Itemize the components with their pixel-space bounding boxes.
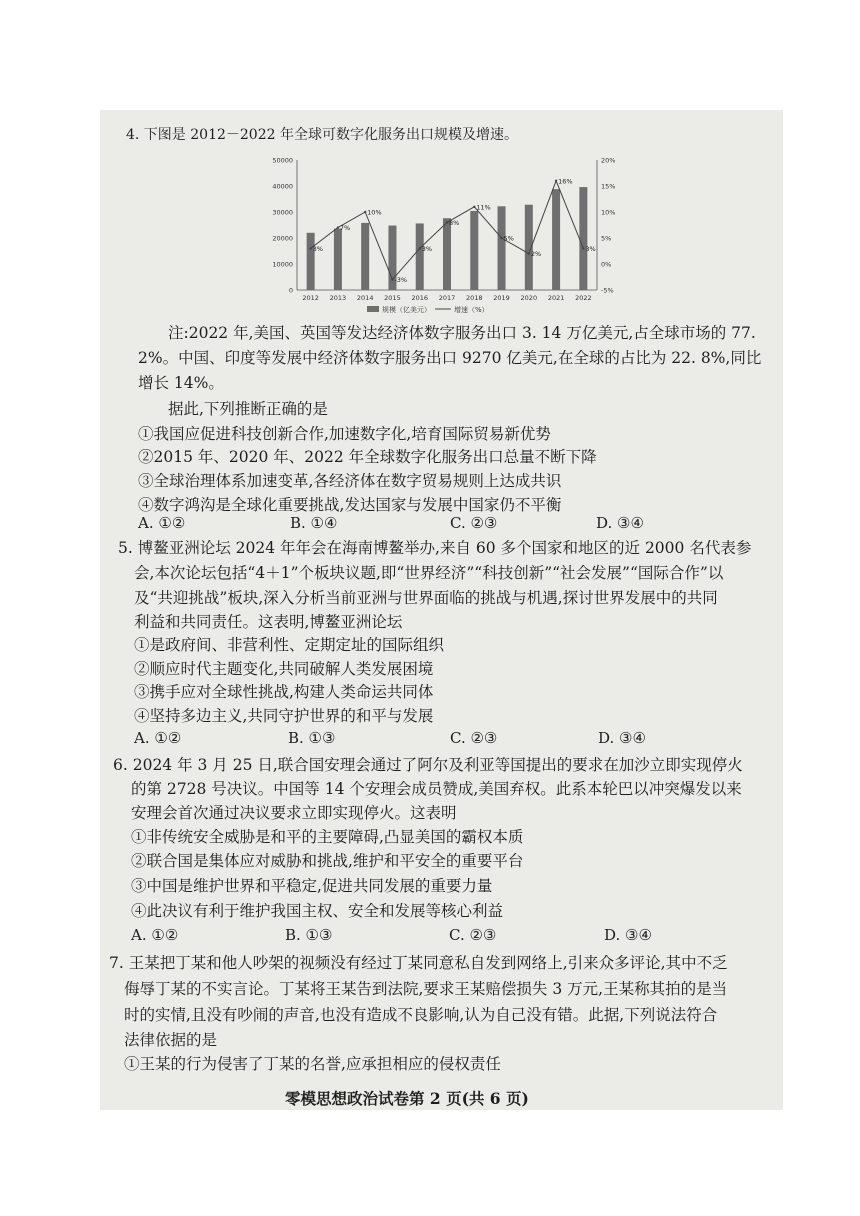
q4-option-b[interactable]: B. ①④ — [290, 514, 338, 532]
growth-point — [309, 247, 311, 249]
growth-point — [419, 247, 421, 249]
data-label: 3% — [585, 244, 596, 253]
q5-stem-line-2: 会,本次论坛包括“4＋1”个板块议题,即“世界经济”“科技创新”“社会发展”“国际合作”以 — [134, 564, 724, 582]
bar — [361, 223, 369, 290]
data-label: 7% — [339, 224, 351, 233]
data-label: 8% — [449, 218, 460, 227]
y-right-tick-label: 20% — [601, 156, 616, 165]
q4-note-line-1: 注:2022 年,美国、英国等发达经济体数字服务出口 3. 14 万亿美元,占全球市场的 77. — [168, 324, 756, 342]
bar — [334, 229, 342, 290]
x-tick-label: 2016 — [411, 294, 429, 302]
data-label: -3% — [394, 276, 408, 285]
q6-option-b[interactable]: B. ①③ — [285, 926, 333, 944]
growth-point — [446, 221, 448, 223]
bar — [443, 218, 451, 290]
x-tick-label: 2022 — [575, 294, 592, 302]
x-tick-label: 2019 — [493, 294, 510, 302]
q5-item-2: ②顺应时代主题变化,共同破解人类发展困境 — [134, 660, 434, 678]
legend-bar-label: 规模（亿美元） — [382, 306, 431, 314]
x-tick-label: 2015 — [384, 294, 401, 302]
x-tick-label: 2012 — [302, 294, 319, 302]
y-right-tick-label: 5% — [601, 234, 612, 243]
q7-stem-line-2: 侮辱丁某的不实言论。丁某将王某告到法院,要求王某赔偿损失 3 万元,王某称其拍的是当 — [124, 980, 728, 998]
x-tick-label: 2020 — [520, 294, 538, 302]
growth-point — [473, 206, 475, 208]
q6-item-4: ④此决议有利于维护我国主权、安全和发展等核心利益 — [131, 902, 504, 920]
growth-point — [337, 226, 339, 228]
data-label: 2% — [530, 250, 542, 259]
q5-option-a[interactable]: A. ①② — [134, 729, 182, 747]
data-label: 3% — [312, 244, 323, 253]
growth-point — [500, 237, 502, 239]
y-right-tick-label: 15% — [601, 182, 616, 191]
y-left-tick-label: 40000 — [272, 182, 293, 191]
q5-option-c[interactable]: C. ②③ — [450, 729, 498, 747]
data-label: 16% — [558, 177, 573, 186]
export-chart — [255, 150, 630, 320]
q6-option-a[interactable]: A. ①② — [131, 926, 179, 944]
bar — [470, 211, 478, 290]
q6-stem-line-2: 的第 2728 号决议。中国等 14 个安理会成员赞成,美国弃权。此系本轮巴以冲突爆发以来 — [131, 780, 742, 798]
q6-item-3: ③中国是维护世界和平稳定,促进共同发展的重要力量 — [131, 877, 493, 895]
q4-option-d[interactable]: D. ③④ — [596, 514, 644, 532]
q7-stem-line-4: 法律依据的是 — [124, 1031, 218, 1049]
legend-line-label: 增速（%） — [454, 306, 489, 314]
y-left-tick-label: 0 — [288, 286, 293, 295]
growth-point — [582, 247, 584, 249]
q4-option-a[interactable]: A. ①② — [138, 514, 186, 532]
q7-stem-line-3: 时的实情,且没有吵闹的声音,也没有造成不良影响,认为自己没有错。此据,下列说法符合 — [124, 1006, 718, 1024]
y-left-tick-label: 20000 — [272, 234, 293, 243]
q4-question: 据此,下列推断正确的是 — [168, 400, 328, 418]
x-tick-label: 2018 — [465, 294, 483, 302]
growth-point — [555, 180, 557, 182]
q5-item-4: ④坚持多边主义,共同守护世界的和平与发展 — [134, 707, 434, 725]
bar — [307, 233, 315, 290]
y-left-tick-label: 30000 — [272, 208, 293, 217]
legend-bar-swatch — [367, 306, 379, 312]
x-tick-label: 2014 — [356, 294, 374, 302]
x-tick-label: 2021 — [547, 294, 565, 302]
bar — [416, 223, 424, 290]
q4-stem: 4. 下图是 2012－2022 年全球可数字化服务出口规模及增速。 — [126, 127, 518, 143]
bar — [498, 206, 506, 290]
x-tick-label: 2017 — [438, 294, 456, 302]
y-left-tick-label: 10000 — [272, 260, 293, 269]
q5-stem-line-1: 5. 博鳌亚洲论坛 2024 年年会在海南博鳌举办,来自 60 多个国家和地区的近 2000 名代表参 — [118, 539, 752, 557]
q7-stem-line-1: 7. 王某把丁某和他人吵架的视频没有经过丁某同意私自发到网络上,引来众多评论,其中不乏 — [109, 954, 728, 972]
q5-item-1: ①是政府间、非营利性、定期定址的国际组织 — [134, 636, 445, 654]
q5-option-d[interactable]: D. ③④ — [598, 729, 646, 747]
q4-item-3: ③全球治理体系加速变革,各经济体在数字贸易规则上达成共识 — [138, 472, 562, 490]
growth-point — [364, 211, 366, 213]
y-right-tick-label: 10% — [601, 208, 616, 217]
y-left-tick-label: 50000 — [272, 156, 293, 165]
q6-stem-line-1: 6. 2024 年 3 月 25 日,联合国安理会通过了阿尔及利亚等国提出的要求在加沙立即实现停火 — [113, 756, 743, 774]
bar — [579, 187, 587, 290]
q4-item-2: ②2015 年、2020 年、2022 年全球数字化服务出口总量不断下降 — [138, 448, 597, 466]
q4-option-c[interactable]: C. ②③ — [450, 514, 498, 532]
q4-item-4: ④数字鸿沟是全球化重要挑战,发达国家与发展中国家仍不平衡 — [138, 496, 562, 514]
data-label: 10% — [367, 208, 382, 217]
bar — [552, 189, 560, 290]
q4-item-1: ①我国应促进科技创新合作,加速数字化,培育国际贸易新优势 — [138, 425, 551, 443]
q5-stem-line-3: 及“共迎挑战”板块,深入分析当前亚洲与世界面临的挑战与机遇,探讨世界发展中的共同 — [134, 589, 718, 607]
q4-note-line-2: 2%。中国、印度等发展中经济体数字服务出口 9270 亿美元,在全球的占比为 22. 8%,同比 — [138, 349, 762, 367]
y-right-tick-label: 0% — [601, 260, 612, 269]
q6-option-d[interactable]: D. ③④ — [604, 926, 652, 944]
q5-stem-line-4: 利益和共同责任。这表明,博鳌亚洲论坛 — [134, 613, 403, 631]
x-tick-label: 2013 — [329, 294, 347, 302]
data-label: 11% — [476, 203, 491, 212]
q6-item-2: ②联合国是集体应对威胁和挑战,维护和平安全的重要平台 — [131, 852, 524, 870]
data-label: 5% — [503, 234, 514, 243]
q4-note-line-3: 增长 14%。 — [138, 374, 224, 392]
growth-point — [391, 278, 393, 280]
growth-point — [528, 252, 530, 254]
data-label: 3% — [421, 244, 433, 253]
q6-item-1: ①非传统安全威胁是和平的主要障碍,凸显美国的霸权本质 — [131, 828, 524, 846]
q6-option-c[interactable]: C. ②③ — [449, 926, 497, 944]
page-footer: 零模思想政治试卷第 2 页(共 6 页) — [285, 1089, 529, 1108]
q6-stem-line-3: 安理会首次通过决议要求立即实现停火。这表明 — [131, 804, 457, 822]
q5-option-b[interactable]: B. ①③ — [288, 729, 336, 747]
y-right-tick-label: -5% — [601, 286, 614, 295]
q7-item-1: ①王某的行为侵害了丁某的名誉,应承担相应的侵权责任 — [124, 1055, 501, 1073]
q5-item-3: ③携手应对全球性挑战,构建人类命运共同体 — [134, 683, 434, 701]
